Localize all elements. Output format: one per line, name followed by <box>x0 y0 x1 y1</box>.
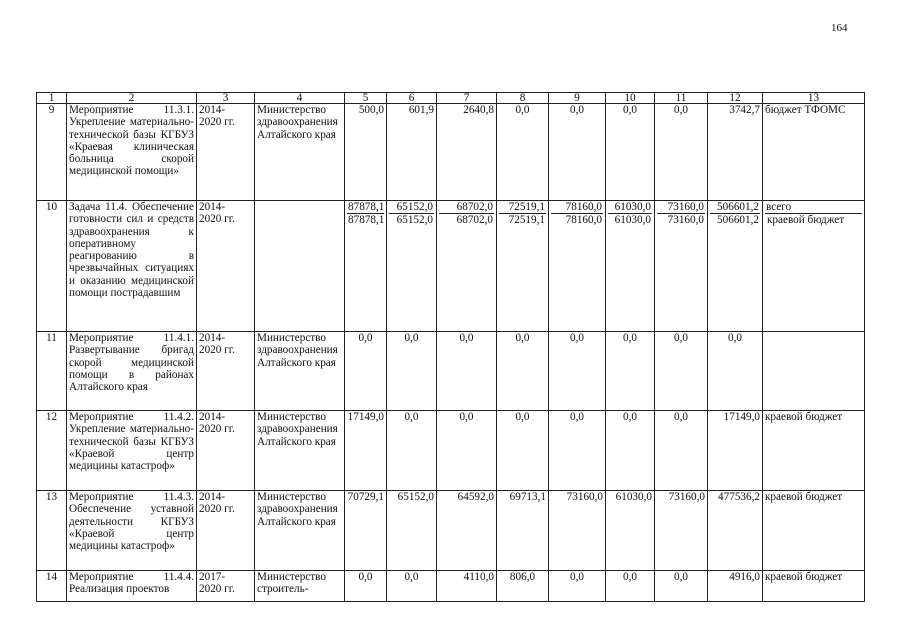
source-cell: бюджет ТФОМС <box>763 104 865 201</box>
table-row <box>37 411 865 491</box>
activity-cell: Мероприятие 11.4.4. Реализация проектов <box>67 571 197 602</box>
table-row <box>37 491 865 571</box>
value-cell: 69713,1 <box>497 491 549 571</box>
source-budget: краевой бюджет <box>767 214 845 226</box>
value-cell: 0,0 <box>497 411 549 491</box>
header-cell: 4 <box>255 93 345 104</box>
value-cell-split <box>345 201 387 332</box>
value-cell: 0,0 <box>606 411 655 491</box>
header-cell: 5 <box>345 93 387 104</box>
source-cell-split <box>763 201 865 332</box>
value-total: 68702,0 <box>439 201 494 214</box>
header-cell: 8 <box>497 93 549 104</box>
table-row <box>37 571 865 602</box>
value-cell: 0,0 <box>345 571 387 602</box>
activity-cell: Мероприятие 11.4.1. Развертывание бригад скорой медицинской помощи в районах Алтайского края <box>67 332 197 411</box>
value-cell: 73160,0 <box>655 491 708 571</box>
value-cell: 61030,0 <box>606 491 655 571</box>
header-cell: 2 <box>67 93 197 104</box>
value-budget: 61030,0 <box>614 214 651 226</box>
row-number: 11 <box>37 332 67 411</box>
value-cell: 806,0 <box>497 571 549 602</box>
value-cell: 0,0 <box>549 332 606 411</box>
header-row <box>37 93 865 104</box>
value-cell: 0,0 <box>549 411 606 491</box>
period-cell: 2014- 2020 гг. <box>197 201 255 332</box>
value-cell: 500,0 <box>345 104 387 201</box>
value-cell: 73160,0 <box>549 491 606 571</box>
value-cell: 0,0 <box>345 332 387 411</box>
value-cell: 0,0 <box>497 104 549 201</box>
value-cell: 64592,0 <box>437 491 497 571</box>
value-budget: 72519,1 <box>508 214 545 226</box>
value-cell: 0,0 <box>606 104 655 201</box>
value-cell-split <box>497 201 549 332</box>
source-cell: краевой бюджет <box>763 571 865 602</box>
executor-cell: Министерство здравоохранения Алтайского края <box>255 332 345 411</box>
value-cell-split <box>655 201 708 332</box>
value-cell: 17149,0 <box>708 411 763 491</box>
value-budget: 73160,0 <box>667 214 704 226</box>
value-budget: 87878,1 <box>348 214 385 226</box>
budget-table <box>36 92 865 602</box>
executor-cell: Министерство здравоохранения Алтайского края <box>255 491 345 571</box>
value-cell: 0,0 <box>387 332 437 411</box>
value-budget: 506601,2 <box>717 214 759 226</box>
period-cell: 2014- 2020 гг. <box>197 491 255 571</box>
value-total: 72519,1 <box>499 201 546 214</box>
value-cell: 0,0 <box>387 571 437 602</box>
value-cell: 70729,1 <box>345 491 387 571</box>
value-cell: 477536,2 <box>708 491 763 571</box>
executor-cell: Министерство строитель- <box>255 571 345 602</box>
activity-cell: Мероприятие 11.3.1. Укрепление материально-технической базы КГБУЗ «Краевая клиническая больница скорой медицинской помощи» <box>67 104 197 201</box>
value-cell: 0,0 <box>655 411 708 491</box>
value-cell-split <box>437 201 497 332</box>
period-cell: 2014- 2020 гг. <box>197 104 255 201</box>
value-cell: 0,0 <box>437 332 497 411</box>
table-row <box>37 332 865 411</box>
row-number: 13 <box>37 491 67 571</box>
value-cell: 2640,8 <box>437 104 497 201</box>
value-cell: 65152,0 <box>387 491 437 571</box>
header-cell: 6 <box>387 93 437 104</box>
activity-cell: Задача 11.4. Обеспечение готовности сил и средств здравоохранения к оперативному реагированию в чрезвычайных ситуациях и оказанию медицинской помощи пострадавшим <box>67 201 197 332</box>
header-cell: 10 <box>606 93 655 104</box>
value-total: 78160,0 <box>551 201 603 214</box>
value-budget: 78160,0 <box>565 214 602 226</box>
row-number: 10 <box>37 201 67 332</box>
value-cell: 0,0 <box>437 411 497 491</box>
value-cell: 0,0 <box>549 571 606 602</box>
executor-cell: Министерство здравоохранения Алтайского края <box>255 104 345 201</box>
row-number: 14 <box>37 571 67 602</box>
value-total: 61030,0 <box>608 201 652 214</box>
source-cell <box>763 332 865 411</box>
value-cell-split <box>708 201 763 332</box>
row-number: 12 <box>37 411 67 491</box>
period-cell: 2017- 2020 гг. <box>197 571 255 602</box>
header-cell: 7 <box>437 93 497 104</box>
header-cell: 11 <box>655 93 708 104</box>
executor-cell: Министерство здравоохранения Алтайского края <box>255 411 345 491</box>
value-cell: 0,0 <box>708 332 763 411</box>
value-budget: 65152,0 <box>396 214 433 226</box>
executor-cell <box>255 201 345 332</box>
period-cell: 2014- 2020 гг. <box>197 411 255 491</box>
table-row <box>37 104 865 201</box>
value-cell: 0,0 <box>497 332 549 411</box>
activity-cell: Мероприятие 11.4.2. Укрепление материально-технической базы КГБУЗ «Краевой центр медицины катастроф» <box>67 411 197 491</box>
value-cell: 0,0 <box>655 332 708 411</box>
header-cell: 9 <box>549 93 606 104</box>
source-total: всего <box>765 201 862 214</box>
table-row <box>37 201 865 332</box>
value-cell: 0,0 <box>387 411 437 491</box>
header-cell: 12 <box>708 93 763 104</box>
value-budget: 68702,0 <box>456 214 493 226</box>
value-cell: 0,0 <box>606 571 655 602</box>
value-cell: 17149,0 <box>345 411 387 491</box>
activity-cell: Мероприятие 11.4.3. Обеспечение уставной деятельности КГБУЗ «Краевой центр медицины катастроф» <box>67 491 197 571</box>
value-cell: 0,0 <box>549 104 606 201</box>
value-cell-split <box>549 201 606 332</box>
value-cell: 0,0 <box>655 571 708 602</box>
value-cell: 4916,0 <box>708 571 763 602</box>
header-cell: 3 <box>197 93 255 104</box>
value-cell: 3742,7 <box>708 104 763 201</box>
value-total: 87878,1 <box>348 201 385 213</box>
value-cell: 4110,0 <box>437 571 497 602</box>
value-cell: 0,0 <box>655 104 708 201</box>
value-cell: 601,9 <box>387 104 437 201</box>
row-number: 9 <box>37 104 67 201</box>
value-cell: 0,0 <box>606 332 655 411</box>
period-cell: 2014- 2020 гг. <box>197 332 255 411</box>
value-total: 506601,2 <box>710 201 760 214</box>
source-cell: краевой бюджет <box>763 411 865 491</box>
header-cell: 1 <box>37 93 67 104</box>
header-cell: 13 <box>763 93 865 104</box>
value-total: 65152,0 <box>389 201 434 214</box>
value-cell-split <box>387 201 437 332</box>
value-total: 73160,0 <box>657 201 705 214</box>
source-cell: краевой бюджет <box>763 491 865 571</box>
page-number: 164 <box>831 22 848 34</box>
value-cell-split <box>606 201 655 332</box>
